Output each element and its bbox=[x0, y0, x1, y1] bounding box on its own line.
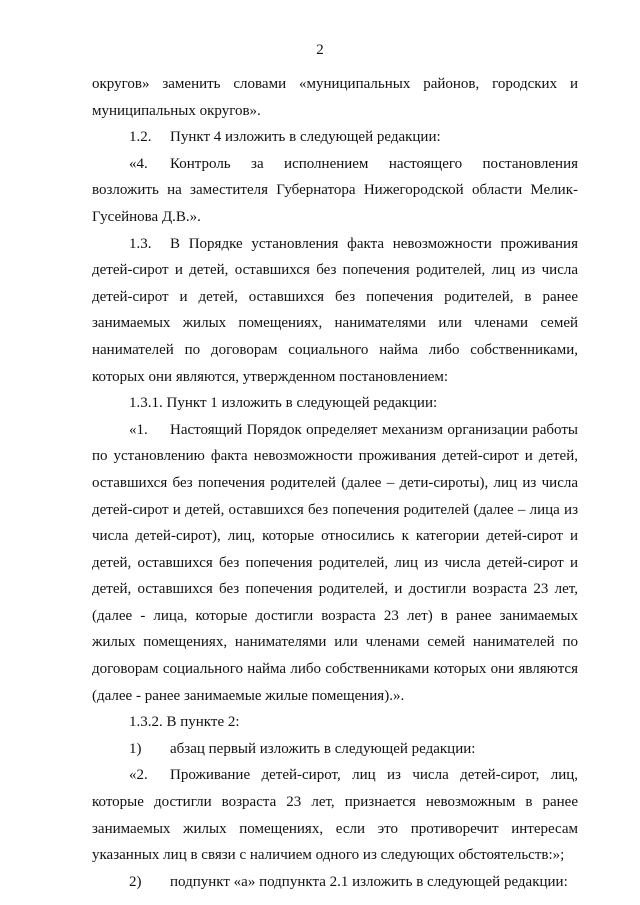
paragraph-point-4 bbox=[92, 151, 578, 231]
item-text: подпункт «а» подпункта 2.1 изложить в следующей редакции: bbox=[170, 873, 568, 890]
paragraph-1-3 bbox=[92, 231, 578, 391]
item-text: Проживание детей-сирот, лиц из числа детей-сирот, лиц, которые достигли возраста 23 лет, признается невозможным в ранее занимаемых жилых помещениях, если это противоречит интересам указанных лиц в связи с наличием одного из следующих обстоятельств:»; bbox=[92, 767, 578, 864]
item-text: Пункт 4 изложить в следующей редакции: bbox=[170, 129, 441, 146]
item-number: «1. bbox=[129, 421, 148, 438]
item-1-2 bbox=[92, 124, 578, 151]
paragraph-point-2 bbox=[92, 762, 578, 868]
item-number: 2) bbox=[129, 873, 142, 890]
item-text: Контроль за исполнением настоящего постановления возложить на заместителя Губернатора Нижегородской области Мелик-Гусейнова Д.В.». bbox=[92, 155, 578, 225]
item-number: 1) bbox=[129, 740, 142, 757]
subitem-1 bbox=[92, 736, 578, 763]
subitem-2 bbox=[92, 869, 578, 896]
page-number: 2 bbox=[316, 42, 324, 58]
paragraph-point-1 bbox=[92, 417, 578, 710]
item-number: «4. bbox=[129, 155, 148, 172]
item-text: В Порядке установления факта невозможности проживания детей-сирот и детей, оставшихся без попечения родителей, лиц из числа детей-сирот и детей, оставшихся без попечения родителей, в ранее занимаемых жилых помещениях, нанимателями или членами семей нанимателей по договорам социального найма либо собственниками, которых они являются, утвержденном постановлением: bbox=[92, 235, 578, 385]
item-text: Настоящий Порядок определяет механизм организации работы по установлению факта невозможности проживания детей-сирот и детей, оставшихся без попечения родителей (далее – дети-сироты), лиц из числа детей-сирот и детей, оставшихся без попечения родителей (далее – лица из числа детей-сирот), лиц, которые относились к категории детей-сирот и детей, оставшихся без попечения родителей, лиц из числа детей-сирот и детей, оставшихся без попечения родителей, и достигли возраста 23 лет, (далее - лица, которые достигли возраста 23 лет) в ранее занимаемых жилых помещениях, нанимателями или членами семей нанимателей по договорам социального найма либо собственниками которых они являются (далее - ранее занимаемые жилые помещения).». bbox=[92, 421, 578, 704]
item-text: абзац первый изложить в следующей редакции: bbox=[170, 740, 476, 757]
item-number: 1.2. bbox=[129, 129, 152, 146]
item-number: 1.3. bbox=[129, 235, 152, 252]
paragraph-continuation: округов» заменить словами «муниципальных районов, городских и муниципальных округов». bbox=[92, 76, 578, 119]
paragraph-1-3-1: 1.3.1. Пункт 1 изложить в следующей редакции: bbox=[129, 395, 438, 412]
paragraph-1-3-2: 1.3.2. В пункте 2: bbox=[129, 714, 240, 731]
document-body bbox=[92, 71, 578, 895]
item-number: «2. bbox=[129, 767, 148, 784]
